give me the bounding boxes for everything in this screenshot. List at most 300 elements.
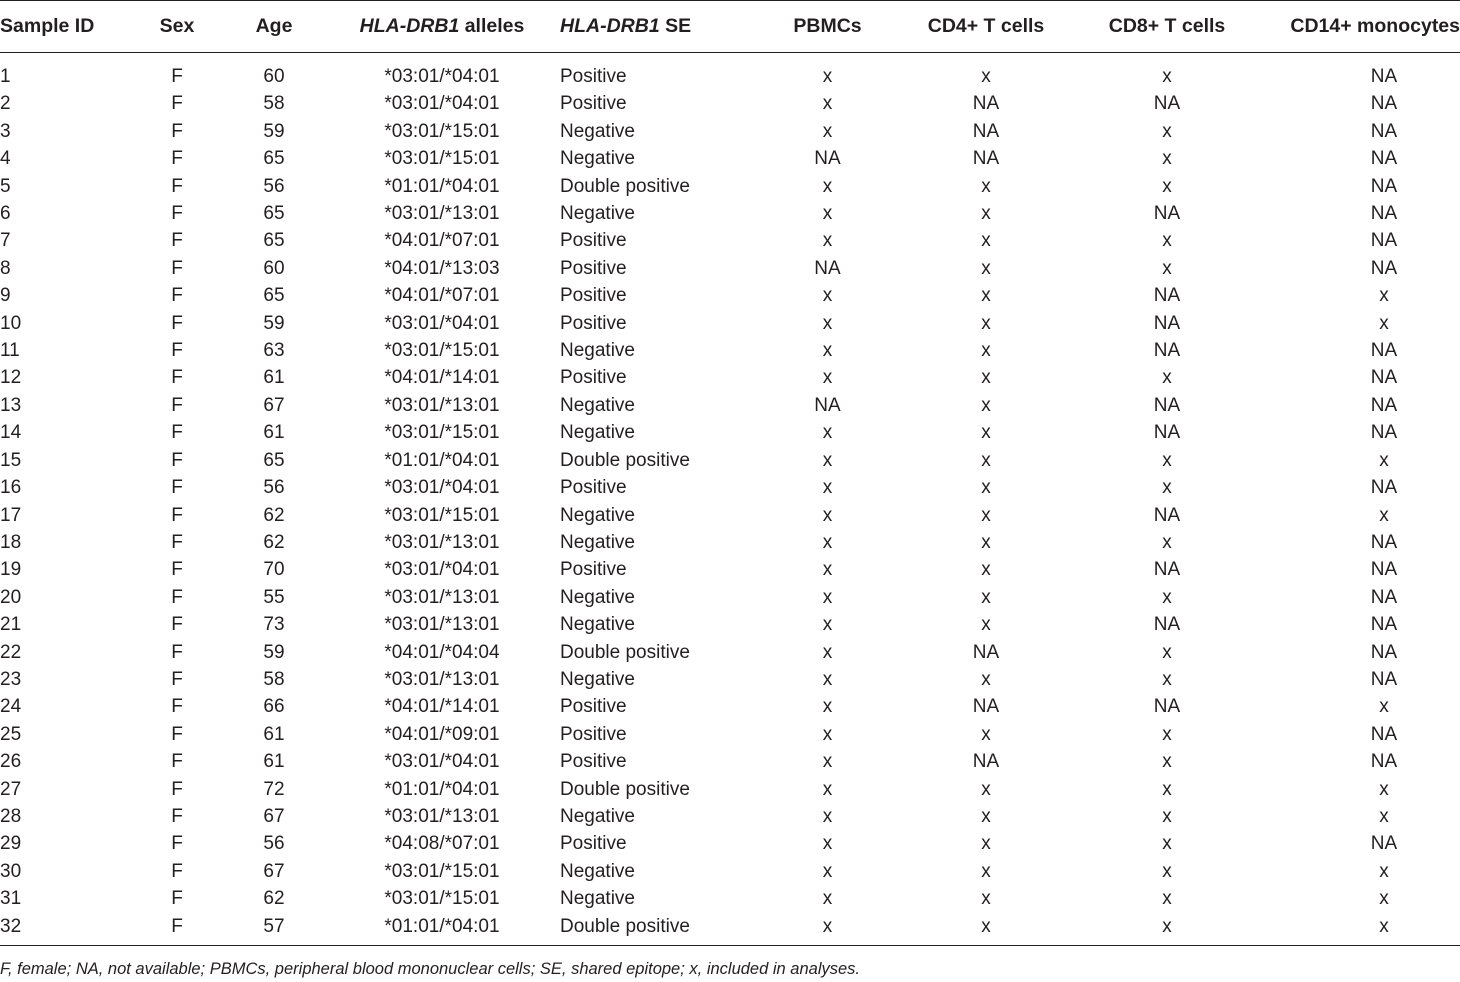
table-cell-se: Positive: [560, 93, 627, 115]
table-cell-se: Positive: [560, 66, 627, 87]
table-cell-sex: F: [171, 340, 183, 362]
table-cell-se: Positive: [560, 257, 627, 279]
table-cell-sample-id: 17: [0, 504, 22, 526]
table-cell-cd4: x: [981, 668, 991, 690]
table-row: [0, 639, 1460, 666]
table-cell-alleles: *04:01/*09:01: [384, 723, 500, 745]
table-cell-alleles: *03:01/*15:01: [384, 422, 500, 444]
table-cell-age: 67: [263, 394, 285, 416]
table-cell-pbmcs: x: [822, 531, 833, 553]
table-cell-cd8: x: [1162, 367, 1172, 389]
table-cell-sex: F: [171, 285, 183, 307]
table-cell-pbmcs: x: [822, 696, 833, 718]
table-cell-cd14: x: [1379, 312, 1389, 334]
table-cell-sex: F: [171, 449, 183, 471]
table-cell-se: Positive: [560, 559, 627, 581]
table-cell-pbmcs: x: [822, 751, 833, 773]
table-row: [0, 447, 1460, 474]
table-cell-cd8: x: [1162, 805, 1172, 827]
table-cell-age: 55: [263, 586, 285, 608]
table-cell-sex: F: [171, 723, 183, 745]
table-cell-pbmcs: x: [822, 93, 833, 115]
table-cell-cd4: x: [981, 257, 991, 279]
table-cell-se: Negative: [560, 860, 635, 882]
table-cell-age: 56: [263, 477, 285, 499]
table-cell-cd8: NA: [1153, 614, 1181, 636]
table-cell-cd4: x: [981, 915, 991, 937]
table-cell-alleles: *03:01/*13:01: [384, 531, 500, 553]
table-cell-cd8: x: [1162, 230, 1172, 252]
table-cell-pbmcs: x: [822, 477, 833, 499]
table-cell-cd4: NA: [972, 93, 1000, 115]
table-cell-pbmcs: NA: [814, 257, 841, 279]
table-cell-alleles: *03:01/*13:01: [384, 394, 500, 416]
table-cell-sex: F: [171, 504, 183, 526]
table-cell-cd8: x: [1162, 778, 1172, 800]
table-cell-alleles: *03:01/*04:01: [384, 751, 500, 773]
table-cell-sample-id: 11: [0, 340, 20, 362]
table-cell-cd8: x: [1162, 531, 1172, 553]
table-cell-age: 62: [263, 531, 285, 553]
table-row: [0, 200, 1460, 227]
table-row: [0, 502, 1460, 529]
table-cell-sex: F: [171, 422, 183, 444]
table-cell-cd4: x: [981, 723, 991, 745]
table-cell-alleles: *03:01/*15:01: [384, 120, 500, 142]
column-header-se: [560, 1, 745, 53]
table-cell-pbmcs: x: [822, 860, 833, 882]
table-cell-pbmcs: x: [822, 641, 833, 663]
table-cell-alleles: *01:01/*04:01: [384, 778, 500, 800]
table-cell-cd8: x: [1162, 477, 1172, 499]
table-cell-se: Double positive: [560, 449, 690, 471]
table-row: [0, 419, 1460, 446]
table-cell-sex: F: [171, 860, 183, 882]
table-cell-cd4: x: [981, 805, 991, 827]
table-row: [0, 90, 1460, 117]
table-cell-age: 67: [263, 860, 285, 882]
table-cell-cd14: NA: [1370, 751, 1398, 773]
table-row: [0, 721, 1460, 748]
table-cell-alleles: *03:01/*04:01: [384, 93, 500, 115]
table-cell-sex: F: [171, 805, 183, 827]
table-cell-cd4: x: [981, 477, 991, 499]
table-cell-alleles: *04:01/*14:01: [384, 367, 500, 389]
table-cell-sample-id: 24: [0, 696, 22, 718]
table-cell-age: 56: [263, 833, 285, 855]
table-cell-pbmcs: x: [822, 805, 833, 827]
table-row: [0, 364, 1460, 391]
table-header: [0, 1, 1460, 53]
table-cell-alleles: *01:01/*04:01: [384, 175, 500, 197]
table-cell-se: Negative: [560, 531, 635, 553]
table-cell-sample-id: 9: [0, 285, 11, 307]
table-cell-cd8: NA: [1153, 394, 1181, 416]
table-cell-se: Positive: [560, 367, 627, 389]
table-cell-cd14: NA: [1370, 477, 1398, 499]
table-cell-cd4: x: [981, 422, 991, 444]
table-cell-sample-id: 20: [0, 586, 22, 608]
table-cell-sample-id: 22: [0, 641, 22, 663]
table-cell-cd8: x: [1162, 915, 1172, 937]
table-cell-sex: F: [171, 559, 183, 581]
table-cell-alleles: *01:01/*04:01: [384, 449, 500, 471]
table-cell-age: 60: [263, 66, 285, 87]
table-cell-cd8: NA: [1153, 559, 1181, 581]
table-cell-cd14: x: [1379, 915, 1389, 937]
table-cell-sex: F: [171, 614, 183, 636]
table-row: [0, 584, 1460, 611]
table-cell-cd14: x: [1379, 860, 1389, 882]
table-cell-cd4: x: [981, 860, 991, 882]
table-cell-se: Positive: [560, 312, 627, 334]
table-row: [0, 803, 1460, 830]
table-cell-sample-id: 32: [0, 915, 22, 937]
table-cell-alleles: *03:01/*13:01: [384, 614, 500, 636]
column-header-sample-id: [0, 1, 130, 53]
column-header-label: PBMCs: [793, 15, 862, 37]
table-cell-cd14: x: [1379, 778, 1389, 800]
column-header-cd4: [910, 1, 1062, 53]
table-cell-age: 58: [263, 93, 285, 115]
table-cell-cd8: x: [1162, 833, 1172, 855]
table-cell-age: 61: [263, 367, 285, 389]
table-cell-sample-id: 18: [0, 531, 22, 553]
table-cell-cd4: x: [981, 449, 991, 471]
table-cell-sample-id: 23: [0, 668, 22, 690]
table-cell-age: 61: [263, 422, 285, 444]
table-row: [0, 666, 1460, 693]
table-cell-cd4: NA: [972, 696, 1000, 718]
table-row: [0, 227, 1460, 254]
table-row: [0, 913, 1460, 946]
table-cell-cd8: x: [1162, 66, 1172, 87]
table-cell-cd8: x: [1162, 668, 1172, 690]
table-cell-alleles: *04:01/*07:01: [384, 285, 500, 307]
table-cell-cd14: NA: [1370, 559, 1398, 581]
table-cell-sample-id: 8: [0, 257, 11, 279]
table-cell-se: Positive: [560, 696, 627, 718]
table-cell-sample-id: 16: [0, 477, 22, 499]
table-cell-alleles: *01:01/*04:01: [384, 915, 500, 937]
table-cell-pbmcs: x: [822, 175, 833, 197]
table-cell-sample-id: 14: [0, 422, 22, 444]
table-cell-cd14: x: [1379, 805, 1389, 827]
table-cell-age: 59: [263, 120, 285, 142]
table-cell-alleles: *03:01/*15:01: [384, 888, 500, 910]
table-cell-age: 66: [263, 696, 285, 718]
table-cell-cd14: NA: [1370, 531, 1398, 553]
table-cell-sex: F: [171, 257, 183, 279]
table-row: [0, 118, 1460, 145]
table-cell-sample-id: 13: [0, 394, 22, 416]
table-cell-pbmcs: x: [822, 285, 833, 307]
table-cell-cd4: x: [981, 778, 991, 800]
table-row: [0, 885, 1460, 912]
table-cell-cd8: x: [1162, 449, 1172, 471]
table-cell-cd4: x: [981, 175, 991, 197]
table-cell-age: 61: [263, 723, 285, 745]
table-row: [0, 693, 1460, 720]
table-cell-cd8: NA: [1153, 422, 1181, 444]
table-cell-cd8: NA: [1153, 312, 1181, 334]
column-header-pbmcs: [745, 1, 910, 53]
table-cell-age: 61: [263, 751, 285, 773]
table-cell-se: Positive: [560, 477, 627, 499]
table-cell-sex: F: [171, 175, 183, 197]
table-cell-se: Positive: [560, 230, 627, 252]
table-cell-cd8: NA: [1153, 285, 1181, 307]
table-cell-sample-id: 21: [0, 614, 22, 636]
table-cell-cd14: NA: [1370, 833, 1398, 855]
table-cell-cd14: NA: [1370, 367, 1398, 389]
table-cell-sex: F: [171, 203, 183, 225]
table-cell-sex: F: [171, 888, 183, 910]
table-cell-sex: F: [171, 915, 183, 937]
table-cell-alleles: *03:01/*04:01: [384, 559, 500, 581]
table-cell-age: 65: [263, 203, 285, 225]
table-cell-cd14: x: [1379, 696, 1389, 718]
table-cell-sex: F: [171, 93, 183, 115]
table-cell-sex: F: [171, 641, 183, 663]
table-cell-alleles: *04:01/*13:03: [384, 257, 500, 279]
table-cell-sample-id: 2: [0, 93, 11, 115]
table-cell-cd4: x: [981, 312, 991, 334]
table-cell-alleles: *03:01/*13:01: [384, 668, 500, 690]
column-header-label: alleles: [459, 15, 525, 37]
table-cell-sex: F: [171, 230, 183, 252]
table-cell-alleles: *03:01/*15:01: [384, 148, 500, 170]
table-cell-se: Negative: [560, 340, 635, 362]
table-row: [0, 255, 1460, 282]
table-footnote: F, female; NA, not available; PBMCs, peripheral blood mononuclear cells; SE, shared epitope; x, included in analyses.: [0, 960, 860, 978]
table-cell-se: Negative: [560, 504, 635, 526]
table-cell-pbmcs: x: [822, 312, 833, 334]
table-cell-age: 72: [263, 778, 285, 800]
table-cell-age: 59: [263, 641, 285, 663]
table-cell-cd14: NA: [1370, 641, 1398, 663]
table-row: [0, 556, 1460, 583]
table-cell-pbmcs: x: [822, 422, 833, 444]
table-cell-pbmcs: x: [822, 340, 833, 362]
table-cell-cd14: NA: [1370, 203, 1398, 225]
table-cell-age: 65: [263, 230, 285, 252]
column-header-gene-label: HLA-DRB1: [359, 15, 460, 37]
table-cell-sex: F: [171, 751, 183, 773]
table-cell-se: Positive: [560, 833, 627, 855]
table-cell-cd4: x: [981, 586, 991, 608]
table-cell-sample-id: 5: [0, 175, 11, 197]
table-cell-cd4: x: [981, 285, 991, 307]
table-cell-sex: F: [171, 668, 183, 690]
table-row: [0, 53, 1460, 91]
table-cell-age: 58: [263, 668, 285, 690]
table-body: [0, 53, 1460, 946]
table-cell-age: 62: [263, 888, 285, 910]
table-row: [0, 748, 1460, 775]
table-cell-cd8: NA: [1153, 203, 1181, 225]
table-cell-sex: F: [171, 833, 183, 855]
table-row: [0, 776, 1460, 803]
table-cell-cd8: x: [1162, 723, 1172, 745]
table-cell-sample-id: 31: [0, 888, 22, 910]
table-cell-sample-id: 25: [0, 723, 22, 745]
table-cell-se: Negative: [560, 614, 635, 636]
table-cell-age: 65: [263, 148, 285, 170]
column-header-label: Age: [255, 15, 293, 37]
table-cell-cd8: x: [1162, 641, 1172, 663]
table-cell-cd14: NA: [1370, 422, 1398, 444]
table-cell-sex: F: [171, 394, 183, 416]
table-cell-se: Positive: [560, 751, 627, 773]
table-cell-sex: F: [171, 367, 183, 389]
table-cell-cd8: NA: [1153, 504, 1181, 526]
table-cell-cd4: NA: [972, 751, 1000, 773]
table-cell-alleles: *03:01/*13:01: [384, 805, 500, 827]
table-cell-cd4: x: [981, 230, 991, 252]
table-cell-cd14: x: [1379, 504, 1389, 526]
table-cell-cd4: x: [981, 394, 991, 416]
table-cell-cd14: NA: [1370, 340, 1398, 362]
column-header-label: CD4+ T cells: [927, 15, 1045, 37]
table-cell-alleles: *03:01/*13:01: [384, 203, 500, 225]
table-cell-pbmcs: x: [822, 120, 833, 142]
table-cell-sample-id: 7: [0, 230, 11, 252]
table-cell-alleles: *04:01/*04:04: [384, 641, 500, 663]
table-cell-sample-id: 19: [0, 559, 22, 581]
table-cell-sex: F: [171, 148, 183, 170]
table-cell-cd4: x: [981, 367, 991, 389]
table-cell-alleles: *03:01/*04:01: [384, 477, 500, 499]
table-cell-pbmcs: x: [822, 230, 833, 252]
table-row: [0, 830, 1460, 857]
table-cell-cd14: NA: [1370, 723, 1398, 745]
table-cell-cd14: NA: [1370, 586, 1398, 608]
table-cell-age: 70: [263, 559, 285, 581]
table-cell-sample-id: 12: [0, 367, 22, 389]
table-cell-pbmcs: NA: [814, 394, 841, 416]
table-cell-alleles: *04:08/*07:01: [384, 833, 500, 855]
table-cell-age: 60: [263, 257, 285, 279]
table-cell-sex: F: [171, 312, 183, 334]
table-cell-pbmcs: NA: [814, 148, 841, 170]
table-cell-cd14: NA: [1370, 257, 1398, 279]
table-cell-se: Positive: [560, 723, 627, 745]
table-cell-se: Negative: [560, 203, 635, 225]
table-row: [0, 529, 1460, 556]
table-cell-pbmcs: x: [822, 586, 833, 608]
table-cell-sex: F: [171, 778, 183, 800]
table-cell-sample-id: 10: [0, 312, 22, 334]
table-cell-sample-id: 30: [0, 860, 22, 882]
table-cell-pbmcs: x: [822, 449, 833, 471]
table-cell-pbmcs: x: [822, 614, 833, 636]
table-row: [0, 392, 1460, 419]
table-cell-cd14: NA: [1370, 66, 1398, 87]
table-cell-se: Double positive: [560, 778, 690, 800]
table-cell-se: Negative: [560, 888, 635, 910]
table-cell-se: Negative: [560, 148, 635, 170]
table-row: [0, 282, 1460, 309]
table-cell-cd14: NA: [1370, 614, 1398, 636]
table-row: [0, 337, 1460, 364]
table-cell-age: 62: [263, 504, 285, 526]
table-cell-pbmcs: x: [822, 778, 833, 800]
table-cell-se: Negative: [560, 120, 635, 142]
column-header-gene-label: HLA-DRB1: [560, 15, 660, 37]
table-cell-cd4: x: [981, 614, 991, 636]
column-header-cd8: [1062, 1, 1272, 53]
table-cell-cd14: NA: [1370, 230, 1398, 252]
table-cell-cd14: NA: [1370, 148, 1398, 170]
table-cell-pbmcs: x: [822, 559, 833, 581]
table-cell-se: Double positive: [560, 175, 690, 197]
table-cell-cd4: x: [981, 340, 991, 362]
table-cell-cd8: x: [1162, 257, 1172, 279]
table-cell-sample-id: 27: [0, 778, 22, 800]
column-header-age: [224, 1, 324, 53]
table-cell-pbmcs: x: [822, 915, 833, 937]
table-cell-sample-id: 29: [0, 833, 22, 855]
table-cell-sample-id: 15: [0, 449, 22, 471]
column-header-label: CD8+ T cells: [1108, 15, 1226, 37]
table-cell-alleles: *03:01/*15:01: [384, 504, 500, 526]
table-cell-cd8: x: [1162, 888, 1172, 910]
table-cell-sex: F: [171, 531, 183, 553]
table-cell-cd14: NA: [1370, 93, 1398, 115]
table-cell-se: Positive: [560, 285, 627, 307]
table-cell-age: 59: [263, 312, 285, 334]
table-cell-cd8: x: [1162, 751, 1172, 773]
table-cell-sex: F: [171, 477, 183, 499]
table-cell-cd4: x: [981, 203, 991, 225]
table-cell-pbmcs: x: [822, 504, 833, 526]
table-cell-cd4: NA: [972, 148, 1000, 170]
table-cell-alleles: *03:01/*04:01: [384, 66, 500, 87]
table-cell-age: 57: [263, 915, 285, 937]
table-cell-cd8: NA: [1153, 340, 1181, 362]
table-cell-sample-id: 28: [0, 805, 22, 827]
table-cell-sex: F: [171, 696, 183, 718]
table-cell-cd8: x: [1162, 120, 1172, 142]
table-cell-pbmcs: x: [822, 723, 833, 745]
table-cell-cd14: x: [1379, 888, 1389, 910]
table-cell-se: Double positive: [560, 915, 690, 937]
table-cell-cd8: x: [1162, 860, 1172, 882]
column-header-sex: [130, 1, 224, 53]
table-cell-alleles: *03:01/*13:01: [384, 586, 500, 608]
table-cell-pbmcs: x: [822, 367, 833, 389]
table-cell-cd8: NA: [1153, 696, 1181, 718]
table-cell-sample-id: 6: [0, 203, 11, 225]
table-cell-cd4: x: [981, 559, 991, 581]
column-header-label: Sample ID: [0, 15, 95, 37]
table-cell-alleles: *03:01/*04:01: [384, 312, 500, 334]
table-cell-se: Negative: [560, 422, 635, 444]
table-cell-alleles: *03:01/*15:01: [384, 860, 500, 882]
table-cell-sex: F: [171, 586, 183, 608]
table-cell-sex: F: [171, 66, 183, 87]
table-cell-sample-id: 3: [0, 120, 11, 142]
header-row: [0, 1, 1460, 53]
column-header-label: SE: [659, 15, 692, 37]
table-cell-cd4: NA: [972, 120, 1000, 142]
table-cell-cd8: x: [1162, 175, 1172, 197]
table-cell-se: Negative: [560, 586, 635, 608]
table-cell-se: Negative: [560, 394, 635, 416]
table-cell-pbmcs: x: [822, 66, 833, 87]
table-cell-alleles: *03:01/*15:01: [384, 340, 500, 362]
